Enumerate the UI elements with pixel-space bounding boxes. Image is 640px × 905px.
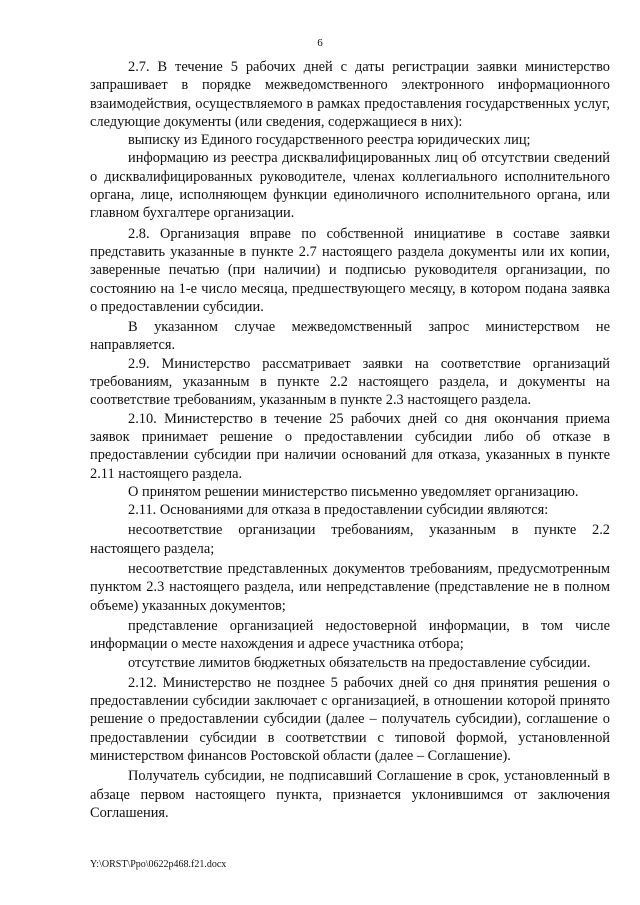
- paragraph-refusal-requirements: несоответствие организации требованиям, указанным в пункте 2.2 настоящего раздела;: [90, 522, 610, 557]
- page-number: 6: [317, 37, 323, 49]
- paragraph-refusal-limits: отсутствие лимитов бюджетных обязательств на предоставление субсидии.: [128, 654, 591, 671]
- paragraph-2-11: 2.11. Основаниями для отказа в предоставлении субсидии являются:: [128, 502, 549, 519]
- paragraph-refusal-false-info: представление организацией недостоверной информации, в том числе информации о месте нахождения и адресе участника отбора;: [90, 617, 610, 653]
- paragraph-evasion: Получатель субсидии, не подписавший Соглашение в срок, установленный в абзаце первом настоящего пункта, признается уклонившимся от заключения Соглашения.: [90, 768, 610, 821]
- paragraph-disqualified-registry: информацию из реестра дисквалифицированных лиц об отсутствии сведений о дисквалифицированных руководителе, членах коллегиального исполнительного органа, лице, исполняющем функции единоличного исполнительного органа, или главном бухгалтере организации.: [90, 150, 610, 222]
- paragraph-notification: О принятом решении министерство письменно уведомляет организацию.: [128, 483, 579, 500]
- paragraph-egrul-extract: выписку из Единого государственного реестра юридических лиц;: [128, 132, 531, 149]
- paragraph-2-8: 2.8. Организация вправе по собственной инициативе в составе заявки представить указанные в пункте 2.7 настоящего раздела документы или их копии, заверенные печатью (при наличии) и подписью руководителя организации, по состоянию на 1-е число месяца, предшествующего месяцу, в котором подана заявка о предоставлении субсидии.: [90, 225, 610, 315]
- paragraph-2-10: 2.10. Министерство в течение 25 рабочих дней со дня окончания приема заявок принимает решение о предоставлении субсидии либо об отказе в предоставлении субсидии при наличии оснований для отказа, указанных в пункте 2.11 настоящего раздела.: [90, 410, 610, 482]
- paragraph-2-12: 2.12. Министерство не позднее 5 рабочих дней со дня принятия решения о предоставлении субсидии заключает с организацией, в отношении которой принято решение о предоставлении субсидии (далее – получатель субсидии), соглашение о предоставлении субсидии в соответствии с типовой формой, установленной министерством финансов Ростовской области (далее – Соглашение).: [90, 674, 610, 764]
- footer-file-path: Y:\ORST\Ppo\0622p468.f21.docx: [90, 859, 227, 870]
- document-body: [90, 58, 610, 822]
- paragraph-2-7: 2.7. В течение 5 рабочих дней с даты регистрации заявки министерство запрашивает в порядке межведомственного электронного информационного взаимодействия, осуществляемого в рамках предоставления государственных услуг, следующие документы (или сведения, содержащиеся в них):: [90, 59, 610, 130]
- paragraph-interagency-request: В указанном случае межведомственный запрос министерством не направляется.: [90, 319, 610, 354]
- paragraph-2-9: 2.9. Министерство рассматривает заявки на соответствие организаций требованиям, указанным в пункте 2.2 настоящего раздела, и документы на соответствие требованиям, указанным в пункте 2.3 настоящего раздела.: [90, 355, 610, 409]
- paragraph-refusal-documents: несоответствие представленных документов требованиям, предусмотренным пунктом 2.3 настоящего раздела, или непредставление (представление не в полном объеме) указанных документов;: [90, 561, 610, 614]
